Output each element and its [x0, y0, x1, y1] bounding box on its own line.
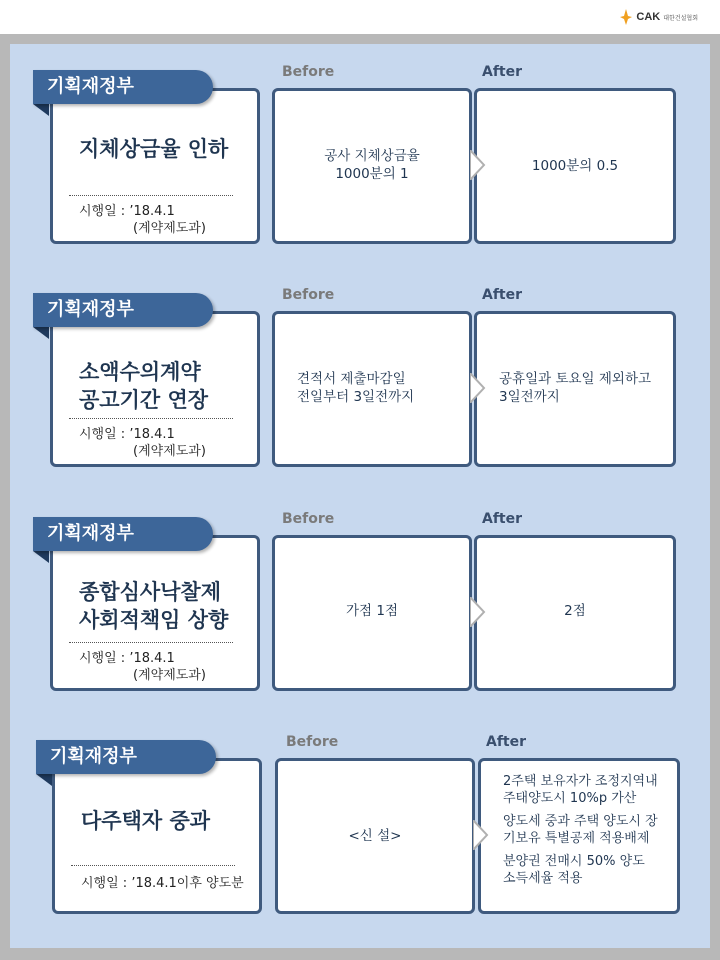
before-heading: Before [282, 511, 335, 527]
policy-title-card [52, 758, 262, 914]
divider [71, 865, 235, 866]
effective-date: 시행일 : ’18.4.1 [79, 204, 175, 219]
policy-title: 다주택자 중과 [81, 809, 211, 833]
after-card [474, 311, 676, 467]
after-heading: After [486, 734, 527, 750]
before-card [272, 535, 472, 691]
before-card [272, 88, 472, 244]
after-text: 공휴일과 토요일 제외하고 3일전까지 [499, 371, 652, 405]
tag-fold [33, 551, 49, 563]
tag-fold [36, 774, 52, 786]
before-heading: Before [286, 734, 339, 750]
after-bullet-3: 분양권 전매시 50% 양도 소득세율 적용 [503, 854, 645, 886]
arrow-right-icon [470, 597, 490, 627]
after-card [474, 88, 676, 244]
after-text: 1000분의 0.5 [531, 158, 619, 174]
logo-subtext: 대한건설협회 [663, 14, 698, 22]
before-heading: Before [282, 287, 335, 303]
top-bar [0, 0, 720, 34]
arrow-right-icon [470, 150, 490, 180]
department-label: (계약제도과) [133, 444, 206, 459]
divider [69, 418, 233, 419]
policy-title-card [50, 311, 260, 467]
logo-text: CAK [636, 11, 661, 23]
cak-logo [619, 6, 698, 28]
content-panel [10, 44, 710, 948]
after-bullets [503, 773, 658, 893]
policy-title-card [50, 535, 260, 691]
tag-fold [33, 104, 49, 116]
after-card [478, 758, 680, 914]
before-text: 견적서 제출마감일 전일부터 3일전까지 [297, 371, 415, 405]
after-heading: After [482, 287, 523, 303]
policy-title-card [50, 88, 260, 244]
effective-date: 시행일 : ’18.4.1 [79, 427, 175, 442]
after-heading: After [482, 64, 523, 80]
before-card [272, 311, 472, 467]
arrow-right-icon [473, 820, 493, 850]
before-text: 공사 지체상금율 1000분의 1 [324, 148, 420, 182]
logo-mark-icon [619, 8, 633, 26]
arrow-right-icon [470, 373, 490, 403]
policy-title: 지체상금율 인하 [79, 137, 229, 161]
after-card [474, 535, 676, 691]
after-text: 2점 [564, 603, 586, 619]
divider [69, 195, 233, 196]
policy-title: 소액수의계약 공고기간 연장 [79, 360, 209, 412]
department-label: (계약제도과) [133, 668, 206, 683]
policy-title: 종합심사낙찰제 사회적책임 상향 [79, 580, 229, 632]
effective-date: 시행일 : ’18.4.1 [79, 651, 175, 666]
after-heading: After [482, 511, 523, 527]
effective-date: 시행일 : ’18.4.1이후 양도분 [81, 876, 244, 891]
ministry-tag: 기획재정부 [33, 293, 213, 327]
ministry-tag: 기획재정부 [33, 517, 213, 551]
before-text: 가점 1점 [345, 603, 398, 619]
divider [69, 642, 233, 643]
ministry-tag: 기획재정부 [36, 740, 216, 774]
after-bullet-2: 양도세 중과 주택 양도시 장 기보유 특별공제 적용배제 [503, 814, 658, 846]
before-text: <신 설> [348, 828, 402, 844]
tag-fold [33, 327, 49, 339]
department-label: (계약제도과) [133, 221, 206, 236]
ministry-tag: 기획재정부 [33, 70, 213, 104]
before-card [275, 758, 475, 914]
after-bullet-1: 2주택 보유자가 조정지역내 주태양도시 10%p 가산 [503, 774, 658, 806]
before-heading: Before [282, 64, 335, 80]
